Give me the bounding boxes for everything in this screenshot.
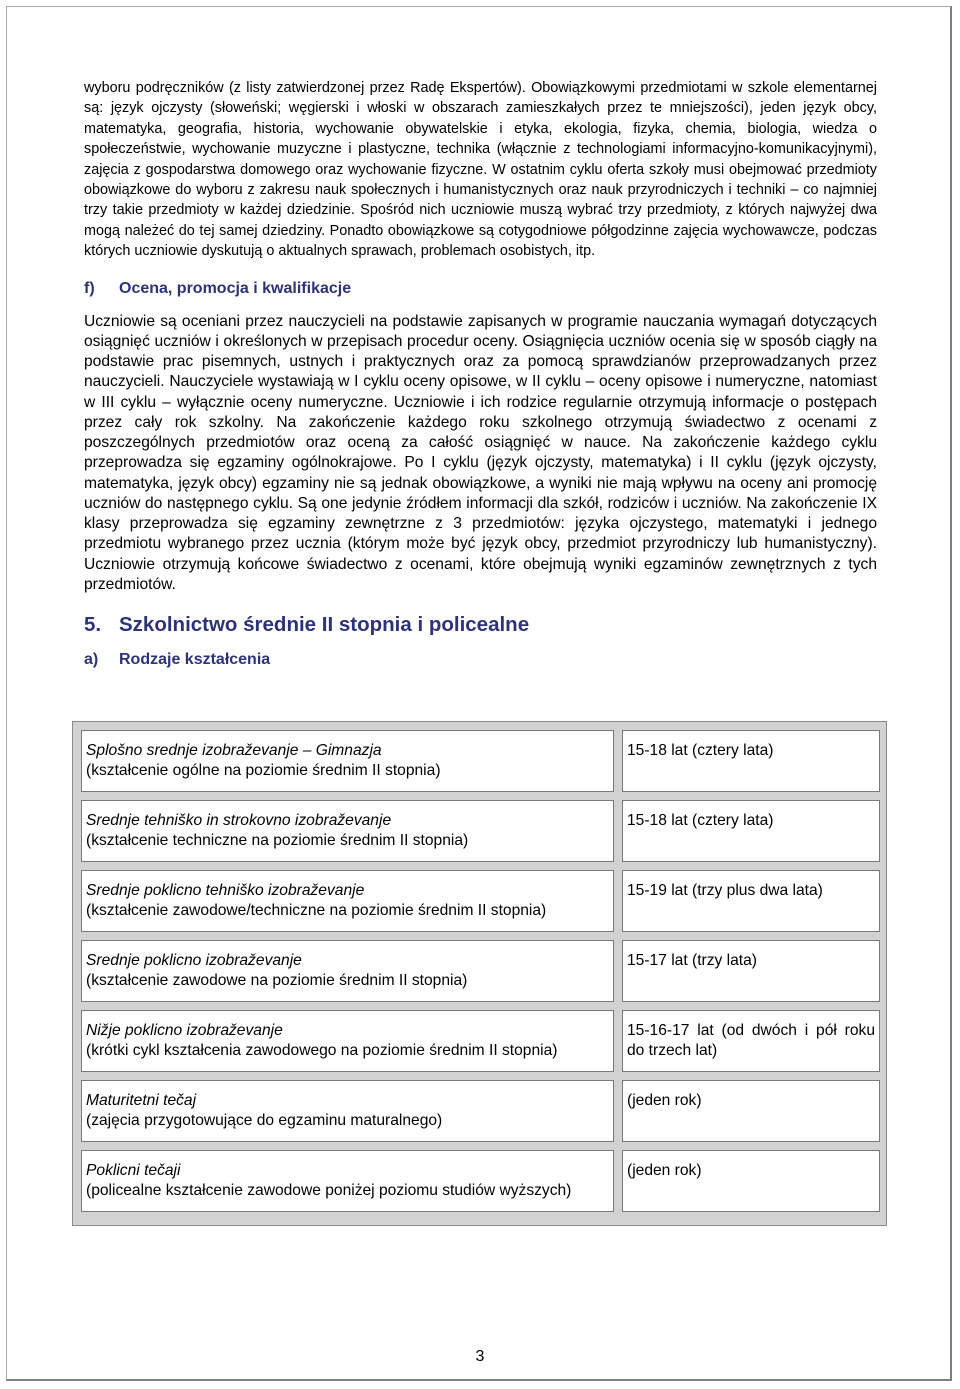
duration-cell <box>622 940 880 1002</box>
table-row <box>81 1080 880 1142</box>
education-type-description: (kształcenie techniczne na poziomie średnim II stopnia) <box>86 832 469 849</box>
education-type-description: (kształcenie zawodowe/techniczne na poziomie średnim II stopnia) <box>86 902 547 919</box>
duration-cell <box>622 730 880 792</box>
duration-cell <box>622 1010 880 1072</box>
education-type-name: Srednje poklicno izobraževanje <box>86 952 302 969</box>
paragraph-subjects: wyboru podręczników (z listy zatwierdzonej przez Radę Ekspertów). Obowiązkowymi przedmiotami w szkole elementarnej są: język ojczysty (słoweński; węgierski i włoski w obszarach zamieszkałych przez te mniejszości), jeden język obcy, matematyka, geografia, historia, wychowanie obywatelskie i etyka, ekologia, fizyka, chemia, biologia, wiedza o społeczeństwie, wychowanie muzyczne i plastyczne, technika (włącznie z technologiami informacyjno-komunikacyjnymi), zajęcia z gospodarstwa domowego oraz wychowanie fizyczne. W ostatnim cyklu oferta szkoły musi obejmować przedmioty obowiązkowe do wyboru z zakresu nauk społecznych i humanistycznych oraz nauk przyrodniczych i techniki – co najmniej trzy takie przedmioty w każdej dziedzinie. Spośród nich uczniowie muszą wybrać trzy przedmioty, z których najwyżej dwa mogą należeć do tej samej dziedziny. Ponadto obowiązkowe są cotygodniowe półgodzinne zajęcia wychowawcze, podczas których uczniowie dyskutują o aktualnych sprawach, problemach osobistych, itp. <box>84 80 877 260</box>
table-row <box>81 800 880 862</box>
education-type-description: (zajęcia przygotowujące do egzaminu maturalnego) <box>86 1112 443 1129</box>
education-type-name: Nižje poklicno izobraževanje <box>86 1022 283 1039</box>
subsection-heading-f <box>84 280 877 298</box>
section-title: Szkolnictwo średnie II stopnia i policealne <box>119 613 530 637</box>
education-type-description: (krótki cykl kształcenia zawodowego na poziomie średnim II stopnia) <box>86 1042 558 1059</box>
education-type-cell <box>81 940 614 1002</box>
education-type-cell <box>81 1150 614 1212</box>
section-heading-5 <box>84 613 877 637</box>
duration-text: 15-17 lat (trzy lata) <box>627 952 757 969</box>
duration-text: 15-19 lat (trzy plus dwa lata) <box>627 882 823 899</box>
education-type-description: (kształcenie zawodowe na poziomie średnim II stopnia) <box>86 972 468 989</box>
duration-cell <box>622 1150 880 1212</box>
paragraph-assessment: Uczniowie są oceniani przez nauczycieli na podstawie zapisanych w programie nauczania wymagań dotyczących osiągnięć uczniów i określonych w przepisach procedur oceny. Osiągnięcia uczniów ocenia się w sposób ciągły na podstawie prac pisemnych, ustnych i praktycznych oraz za pomocą sprawdzianów przeprowadzanych przez nauczycieli. Nauczyciele wystawiają w I cyklu oceny opisowe, w II cyklu – oceny opisowe i numeryczne, natomiast w III cyklu – wyłącznie oceny numeryczne. Uczniowie i ich rodzice regularnie otrzymują informacje o postępach przez cały rok szkolny. Na zakończenie każdego roku szkolnego otrzymują świadectwo z ocenami z poszczególnych przedmiotów oraz oceną za całość osiągnięć w nauce. Na zakończenie każdego cyklu przeprowadza się egzaminy ogólnokrajowe. Po I cyklu (język ojczysty, matematyka) i II cyklu (język ojczysty, matematyka, język obcy) egzaminy nie są jednak obowiązkowe, a wyniki nie mają wpływu na oceny ani promocję uczniów do następnego cyklu. Są one jedynie źródłem informacji dla szkół, rodziców i uczniów. Na zakończenie IX klasy przeprowadza się egzaminy zewnętrzne z 3 przedmiotów: języka ojczystego, matematyki i jednego przedmiotu wybranego przez ucznia (którym może być język obcy, przedmiot przyrodniczy lub humanistyczny). Uczniowie otrzymują końcowe świadectwo z ocenami, które obejmują wyniki egzaminów zewnętrznych z tych przedmiotów. <box>84 312 877 593</box>
section-number: 5. <box>84 613 102 637</box>
education-type-name: Splošno srednje izobraževanje – Gimnazja <box>86 742 382 759</box>
education-type-cell <box>81 870 614 932</box>
education-types-table <box>72 721 887 1226</box>
duration-text: (jeden rok) <box>627 1092 702 1109</box>
education-type-cell <box>81 1080 614 1142</box>
table-row <box>81 870 880 932</box>
table-row <box>81 730 880 792</box>
document-body <box>84 78 877 695</box>
duration-text: (jeden rok) <box>627 1162 702 1179</box>
education-type-name: Srednje tehniško in strokovno izobraževanje <box>86 812 392 829</box>
education-type-description: (policealne kształcenie zawodowe poniżej poziomu studiów wyższych) <box>86 1182 572 1199</box>
education-type-name: Poklicni tečaji <box>86 1162 181 1179</box>
table-row <box>81 1150 880 1212</box>
education-type-name: Srednje poklicno tehniško izobraževanje <box>86 882 365 899</box>
education-type-description: (kształcenie ogólne na poziomie średnim II stopnia) <box>86 762 441 779</box>
subsection-title: Rodzaje kształcenia <box>119 651 271 669</box>
subsection-title: Ocena, promocja i kwalifikacje <box>119 279 352 297</box>
duration-cell <box>622 800 880 862</box>
education-type-cell <box>81 1010 614 1072</box>
subsection-letter: f) <box>84 279 95 297</box>
duration-text: 15-18 lat (cztery lata) <box>627 742 774 759</box>
education-type-name: Maturitetni tečaj <box>86 1092 197 1109</box>
subsection-letter: a) <box>84 651 99 669</box>
education-type-cell <box>81 800 614 862</box>
page-number: 3 <box>475 1348 485 1365</box>
duration-text: 15-16-17 lat (od dwóch i pół roku do trzech lat) <box>627 1022 875 1059</box>
duration-cell <box>622 870 880 932</box>
subsection-heading-a <box>84 651 877 669</box>
table-row <box>81 940 880 1002</box>
duration-text: 15-18 lat (cztery lata) <box>627 812 774 829</box>
table-row <box>81 1010 880 1072</box>
education-type-cell <box>81 730 614 792</box>
duration-cell <box>622 1080 880 1142</box>
